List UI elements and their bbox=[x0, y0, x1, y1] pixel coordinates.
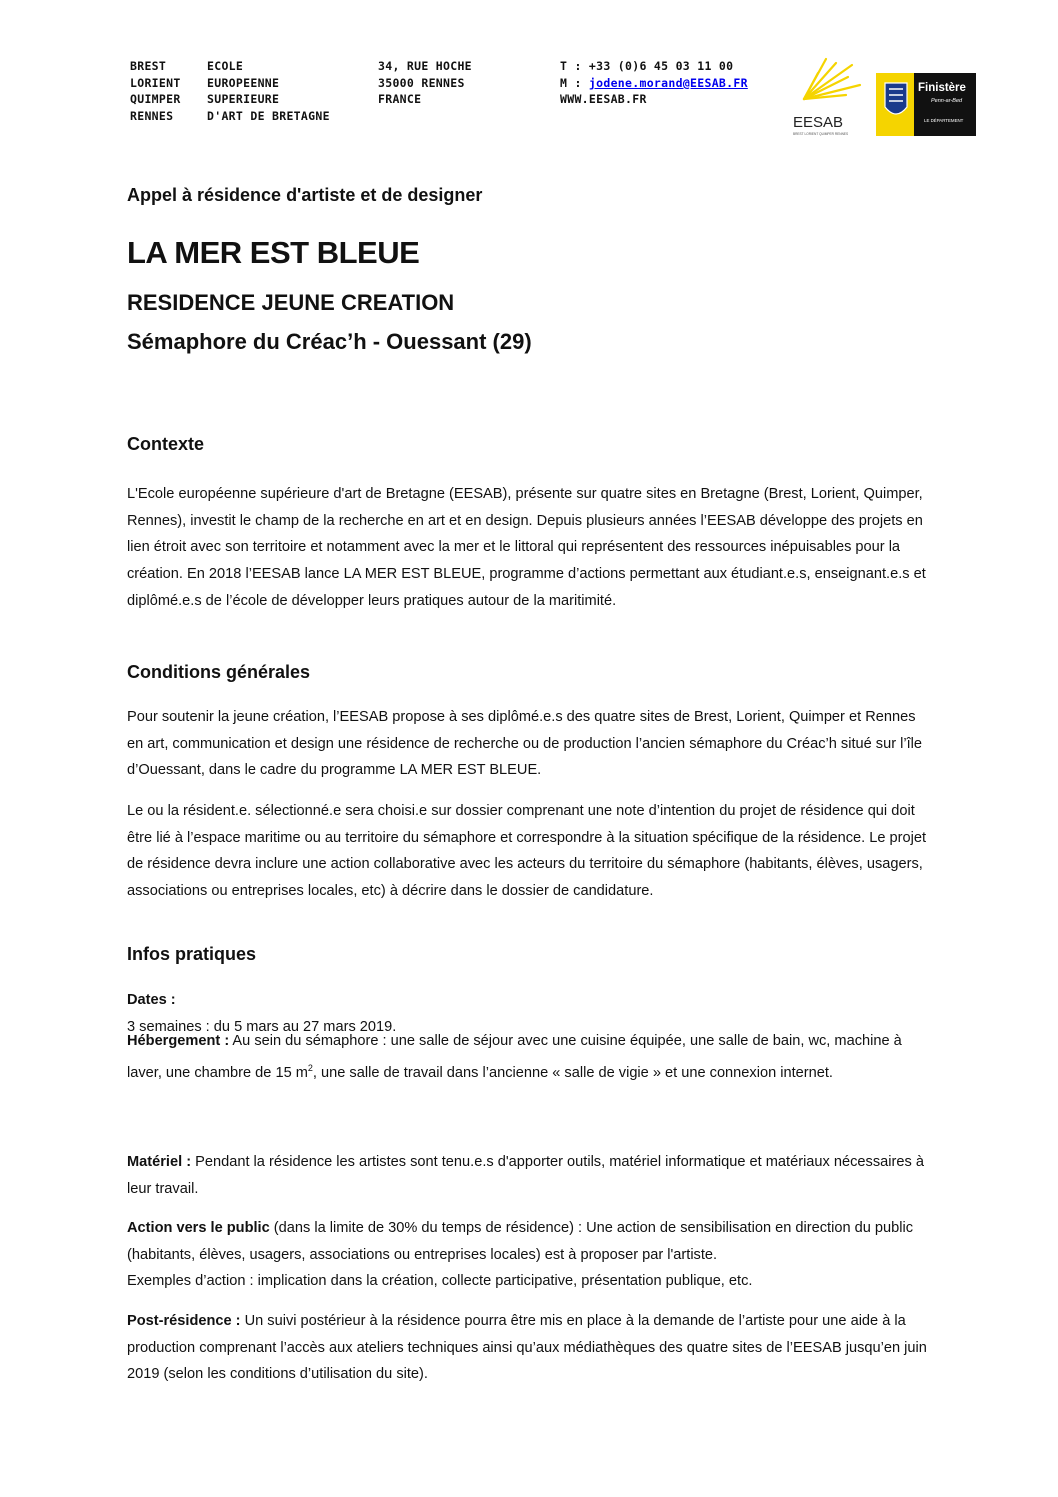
school-line: EUROPEENNE bbox=[207, 75, 280, 90]
hebergement-text-b: , une salle de travail dans l’ancienne « salle de vigie » et une connexion internet. bbox=[312, 1064, 833, 1081]
finistere-logo bbox=[876, 73, 976, 136]
city: BREST bbox=[130, 59, 167, 73]
finistere-sub: Penn-ar-Bed bbox=[931, 98, 963, 104]
doc-subtitle-2: Sémaphore du Créac’h - Ouessant (29) bbox=[127, 329, 532, 354]
hebergement-sup: 2 bbox=[307, 1062, 313, 1073]
city: LORIENT bbox=[130, 75, 181, 90]
eesab-logo bbox=[790, 55, 866, 137]
materiel-text: Pendant la résidence les artistes sont tenu.e.s d'apporter outils, matériel informatique et matériaux nécessaires à leur travail. bbox=[127, 1154, 924, 1197]
dates-text: 3 semaines : du 5 mars au 27 mars 2019. bbox=[127, 1018, 397, 1035]
info-materiel bbox=[127, 1149, 927, 1202]
info-action bbox=[127, 1215, 927, 1295]
paragraph-contexte: L'Ecole européenne supérieure d'art de Bretagne (EESAB), présente sur quatre sites en Bretagne (Brest, Lorient, Quimper, Rennes), investit le champ de la recherche en art et en design. Depuis plusieurs années l’EESAB développe des projets en lien étroit avec son territoire et notamment avec la mer et le littoral qui représentent des ressources inépuisables pour la création. En 2018 l’EESAB lance LA MER EST BLEUE, programme d’actions permettant aux étudiant.e.s, enseignant.e.s et diplômé.e.s de l’école de développer leurs pratiques autour de la maritimité. bbox=[127, 486, 926, 609]
finistere-dept: LE DÉPARTEMENT bbox=[924, 118, 964, 123]
city: QUIMPER bbox=[130, 92, 181, 106]
header-cities bbox=[130, 58, 181, 124]
address-line: FRANCE bbox=[378, 92, 422, 106]
paragraph-conditions-1: Pour soutenir la jeune création, l’EESAB propose à ses diplômé.e.s des quatre sites de Brest, Lorient, Quimper et Rennes en art, communication et design une résidence de recherche ou de production l’ancien sémaphore du Créac’h situé sur l’île d’Ouessant, dans le cadre du programme LA MER EST BLEUE. bbox=[127, 709, 923, 779]
mail-line bbox=[560, 75, 748, 92]
materiel-label: Matériel : bbox=[127, 1154, 192, 1170]
address-line: 35000 RENNES bbox=[378, 75, 465, 90]
doc-title: LA MER EST BLEUE bbox=[127, 235, 420, 270]
mail-link[interactable]: jodene.morand@EESAB.FR bbox=[588, 75, 748, 90]
school-line: SUPERIEURE bbox=[207, 92, 280, 106]
post-text: Un suivi postérieur à la résidence pourra être mis en place à la demande de l’artiste pour une aide à la production comprenant l’accès aux ateliers techniques ainsi qu’aux médiathèques des quatre sites de l’EESAB jusqu’en juin 2019 (selon les conditions d’utilisation du site). bbox=[127, 1313, 927, 1383]
post-label: Post-résidence : bbox=[127, 1313, 241, 1329]
doc-kicker: Appel à résidence d'artiste et de designer bbox=[127, 185, 483, 205]
dates-label: Dates : bbox=[127, 992, 176, 1008]
action-text-2: Exemples d’action : implication dans la création, collecte participative, présentation publique, etc. bbox=[127, 1273, 753, 1290]
eesab-logo-text: EESAB bbox=[793, 114, 844, 131]
info-post-residence bbox=[127, 1308, 927, 1388]
hebergement-text-a: Au sein du sémaphore : une salle de séjour avec une cuisine équipée, une salle de bain, wc, machine à laver, une chambre de 15 m bbox=[127, 1033, 902, 1081]
action-label: Action vers le public bbox=[127, 1220, 270, 1236]
city: RENNES bbox=[130, 108, 174, 123]
header-address bbox=[378, 58, 472, 108]
info-hebergement bbox=[127, 1028, 927, 1086]
finistere-name: Finistère bbox=[918, 82, 966, 94]
eesab-logo-small: BREST LORIENT QUIMPER RENNES bbox=[793, 132, 849, 136]
mail-prefix: M : bbox=[560, 75, 589, 90]
hebergement-label: Hébergement : bbox=[127, 1033, 230, 1049]
heading-infos: Infos pratiques bbox=[127, 944, 257, 964]
website: WWW.EESAB.FR bbox=[560, 92, 647, 106]
doc-subtitle-1: RESIDENCE JEUNE CREATION bbox=[127, 290, 455, 315]
address-line: 34, RUE HOCHE bbox=[378, 59, 472, 73]
header-school bbox=[207, 58, 330, 124]
header-contact bbox=[560, 58, 748, 108]
school-line: ECOLE bbox=[207, 59, 244, 73]
heading-contexte: Contexte bbox=[127, 434, 205, 454]
action-text: (dans la limite de 30% du temps de résidence) : Une action de sensibilisation en direction du public (habitants, élèves, usagers, associations ou entreprises locales) est à proposer par l'artiste. bbox=[127, 1220, 914, 1263]
heading-conditions: Conditions générales bbox=[127, 662, 311, 682]
paragraph-conditions-2: Le ou la résident.e. sélectionné.e sera choisi.e sur dossier comprenant une note d’intention du projet de résidence qui doit être lié à l’espace maritime ou au territoire du sémaphore et correspondre à la situation spécifique de la résidence. Le projet de résidence devra inclure une action collaborative avec les acteurs du territoire du sémaphore (habitants, élèves, usagers, associations ou entreprises locales, etc) à décrire dans le dossier de candidature. bbox=[127, 803, 927, 900]
phone: T : +33 (0)6 45 03 11 00 bbox=[560, 59, 734, 73]
school-line: D'ART DE BRETAGNE bbox=[207, 108, 330, 123]
